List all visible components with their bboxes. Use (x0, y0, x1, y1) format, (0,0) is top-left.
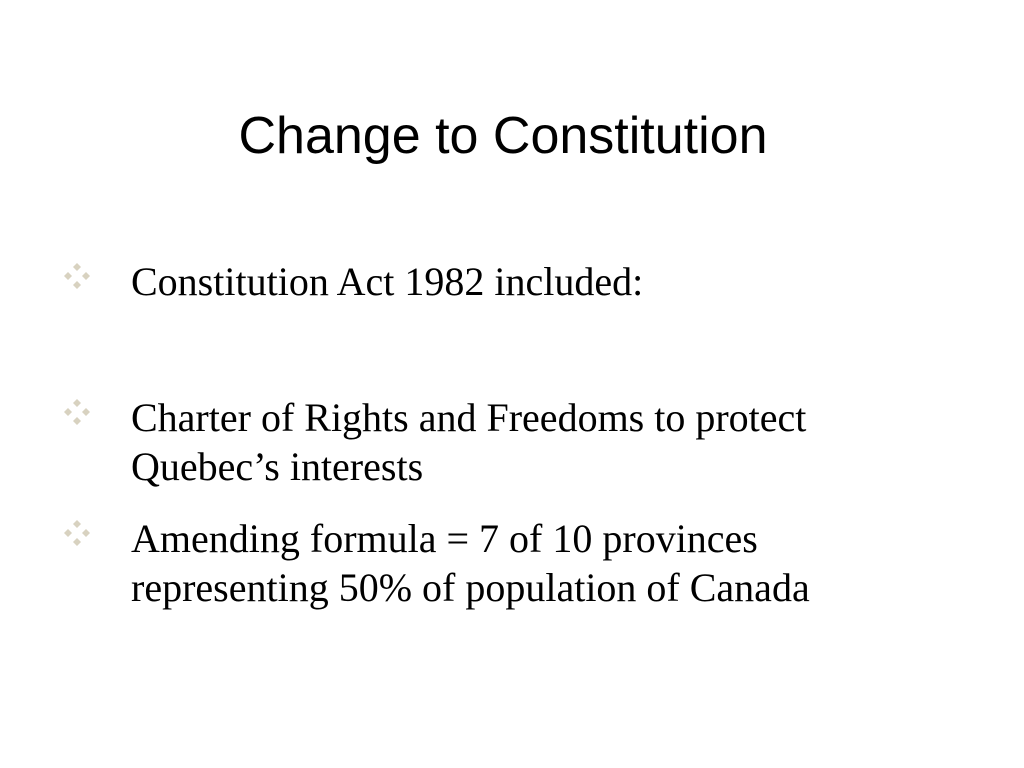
bullet-text (131, 393, 971, 491)
bullet-text-line: Constitution Act 1982 included: (131, 259, 644, 304)
bullet-text-line: Amending formula = 7 of 10 provinces (131, 516, 758, 561)
bullet-text (131, 514, 971, 612)
four-diamond-bullet-icon (62, 397, 92, 427)
four-diamond-bullet-icon (62, 261, 92, 291)
bullet-text-line: representing 50% of population of Canada (131, 565, 810, 610)
bullet-text-line: Charter of Rights and Freedoms to protect (131, 395, 807, 440)
slide-title: Change to Constitution (238, 107, 768, 165)
bullet-text (131, 257, 971, 306)
bullet-text-line: Quebec’s interests (131, 444, 424, 489)
four-diamond-bullet-icon (62, 518, 92, 548)
